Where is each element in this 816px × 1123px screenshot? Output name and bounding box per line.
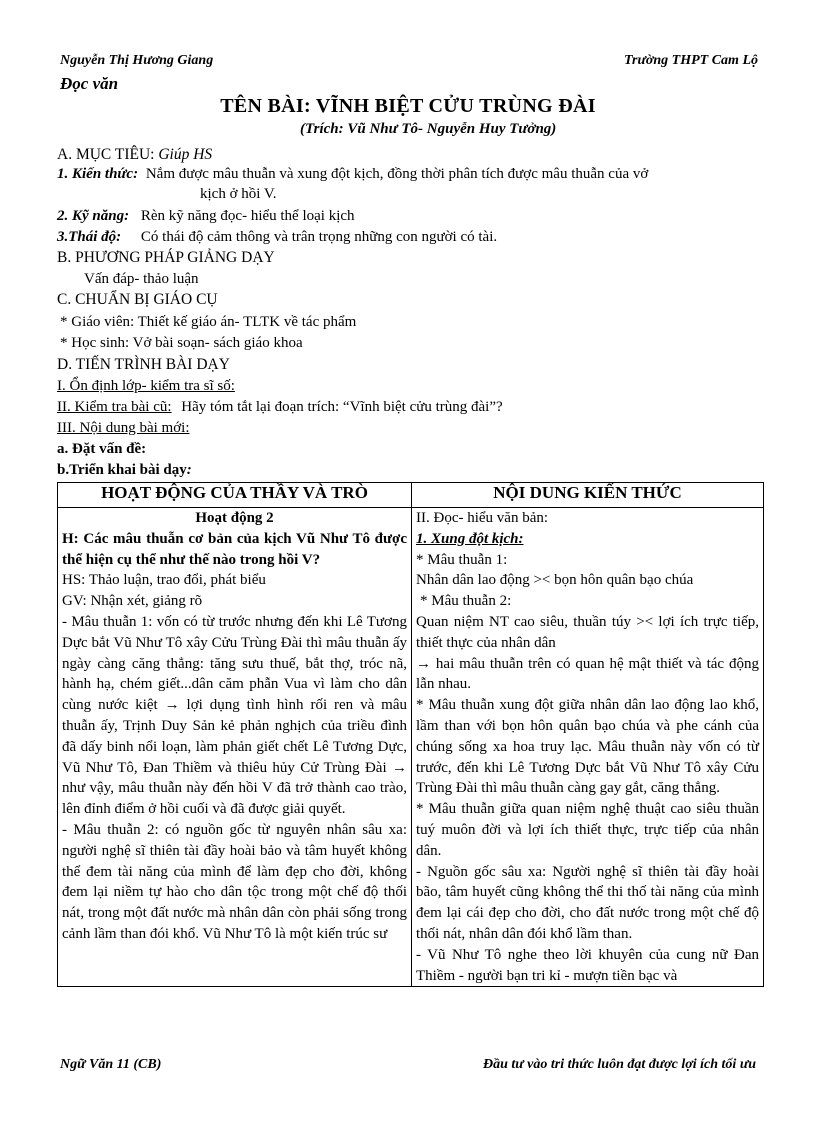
step-2-label: II. Kiểm tra bài cũ:: [57, 399, 172, 415]
student-prep: * Học sinh: Vở bài soạn- sách giáo khoa: [60, 335, 303, 351]
activity-question: H: Các mâu thuẫn cơ bản của kịch Vũ Như Tô được thể hiện cụ thể như thế nào trong hồi V?: [62, 530, 407, 568]
col-content-header: NỘI DUNG KIẾN THỨC: [412, 483, 764, 508]
author-name: Nguyễn Thị Hương Giang: [60, 53, 214, 68]
teacher-prep: * Giáo viên: Thiết kế giáo án- TLTK về tác phẩm: [60, 314, 357, 330]
section-a-label: A. MỤC TIÊU:: [57, 146, 155, 163]
conflict-1-text: - Mâu thuẫn 1: vốn có từ trước nhưng đến khi Lê Tương Dực bắt Vũ Như Tô xây Cửu Trùng Đài thì mâu thuẫn ấy ngày càng căng thẳng: tăng sưu thuế, bắt thợ, tróc nã, hành hạ, chém giết...dân căm phẫn Vua vì làm cho dân cùng nước kiệt → lợi dụng tình hình rối ren và mâu thuẫn ấy, Trịnh Duy Sản kẻ phản nghịch của triều đình đã dấy binh nổi loạn, làm phản giết chết Lê Tương Dực, Vũ Như Tô, Đan Thiềm và thiêu hủy Cử Trùng Đài → như vậy, mâu thuẫn này đến hồi V đã trở thành cao trào, lên đỉnh điểm ở hồi cuối và đã được giải quyết.: [62, 613, 407, 818]
conflict-2-value: Quan niệm NT cao siêu, thuần túy >< lợi ích trực tiếp, thiết thực của nhân dân: [416, 613, 759, 651]
conflict-2-label: * Mâu thuẫn 2:: [420, 593, 512, 610]
content-para-3: - Nguồn gốc sâu xa: Người nghệ sĩ thiên tài đầy hoài bão, tâm huyết cũng không thể thi thố tài năng của mình đem lại cái đẹp cho đời, cho đất nước trong một chế độ thối nát, nhân dân đói khổ lầm than.: [416, 863, 759, 942]
attitude-label: 3.Thái độ:: [57, 229, 122, 245]
section-a-value: Giúp HS: [158, 146, 213, 163]
table-row: [58, 508, 764, 987]
table-header-row: [58, 483, 764, 508]
subject-label: Đọc văn: [60, 74, 119, 93]
school-name: Trường THPT Cam Lộ: [624, 53, 758, 68]
conflict-2-text: - Mâu thuẫn 2: có nguồn gốc từ nguyên nhân sâu xa: người nghệ sĩ thiên tài đầy hoài bảo và tâm huyết không thể đem tài năng của mình để làm đẹp cho đời, không đem lại niềm tự hào cho dân tộc trong một chế độ thối nát, trong một đất nước mà nhân dân còn phải sống trong cảnh lầm than đói khổ. Vũ Như Tô là một kiến trúc sư: [62, 821, 407, 942]
section-c-label: C. CHUẨN BỊ GIÁO CỤ: [57, 291, 218, 308]
content-para-2: * Mâu thuẫn giữa quan niệm nghệ thuật cao siêu thuần tuý muôn đời và lợi ích thiết thực, trực tiếp của nhân dân.: [416, 801, 759, 859]
skill-row: [57, 208, 355, 225]
footer-left: Ngữ Văn 11 (CB): [60, 1057, 162, 1072]
attitude-value: Có thái độ cảm thông và trân trọng những con người có tài.: [140, 229, 498, 245]
student-task: HS: Thảo luận, trao đổi, phát biểu: [62, 572, 266, 589]
lesson-subtitle: (Trích: Vũ Như Tô- Nguyễn Huy Tưởng): [300, 121, 557, 137]
lesson-table: [57, 482, 764, 987]
attitude-row: [57, 229, 497, 246]
conflict-1-value: Nhân dân lao động >< bọn hôn quân bạo chúa: [416, 572, 694, 589]
step-3a: a. Đặt vấn đề:: [57, 441, 147, 457]
skill-value: Rèn kỹ năng đọc- hiểu thể loại kịch: [140, 208, 355, 224]
lesson-title: TÊN BÀI: VĨNH BIỆT CỬU TRÙNG ĐÀI: [220, 95, 596, 117]
activities-cell: [58, 508, 412, 987]
conflict-1-label: * Mâu thuẫn 1:: [416, 551, 508, 568]
conflict-relation: → hai mâu thuẫn trên có quan hệ mật thiết và tác động lẫn nhau.: [416, 655, 759, 693]
content-subheading: 1. Xung đột kịch:: [416, 530, 524, 547]
step-3b-label: b.Triển khai bài dạy: [57, 462, 187, 478]
step-3: III. Nội dung bài mới:: [57, 420, 190, 436]
col-activities-header: HOẠT ĐỘNG CỦA THẦY VÀ TRÒ: [58, 483, 412, 508]
teacher-task: GV: Nhận xét, giảng rõ: [62, 593, 203, 610]
step-1: I. Ổn định lớp- kiểm tra sĩ số:: [57, 378, 235, 394]
knowledge-line1: Nắm được mâu thuẫn và xung đột kịch, đồng thời phân tích được mâu thuẫn của vở: [145, 166, 649, 182]
section-b-label: B. PHƯƠNG PHÁP GIẢNG DẠY: [57, 249, 275, 266]
section-b-value: Vấn đáp- thảo luận: [84, 271, 199, 287]
knowledge-row: [57, 166, 648, 183]
skill-label: 2. Kỹ năng:: [57, 208, 130, 224]
step-2-value: Hãy tóm tắt lại đoạn trích: “Vĩnh biệt cửu trùng đài”?: [181, 399, 503, 415]
step-3b-colon: :: [186, 462, 192, 478]
step-2: [57, 399, 503, 416]
content-cell: [412, 508, 764, 987]
footer-right: Đầu tư vào tri thức luôn đạt được lợi ích tối ưu: [483, 1057, 756, 1072]
step-3b: [57, 462, 192, 479]
content-para-4: - Vũ Như Tô nghe theo lời khuyên của cung nữ Đan Thiềm - người bạn tri kỉ - mượn tiền bạc và: [416, 946, 759, 984]
knowledge-line2: kịch ở hồi V.: [200, 186, 277, 202]
content-heading: II. Đọc- hiểu văn bản:: [416, 510, 549, 526]
content-para-1: * Mâu thuẫn xung đột giữa nhân dân lao động lao khổ, lầm than với bọn hôn quân bạo chúa và phe cánh của chúng sống xa hoa truy lạc. Mâu thuẫn này vốn có từ trước, đến khi Lê Tương Dực bắt Vũ Như Tô xây Cửu Trùng Đài thì mâu thuẫn càng gay gắt, căng thẳng.: [416, 697, 759, 797]
activity-title: Hoạt động 2: [195, 510, 274, 526]
knowledge-label: 1. Kiến thức:: [57, 166, 139, 182]
section-d-label: D. TIẾN TRÌNH BÀI DẠY: [57, 356, 230, 373]
section-a: [57, 146, 212, 164]
